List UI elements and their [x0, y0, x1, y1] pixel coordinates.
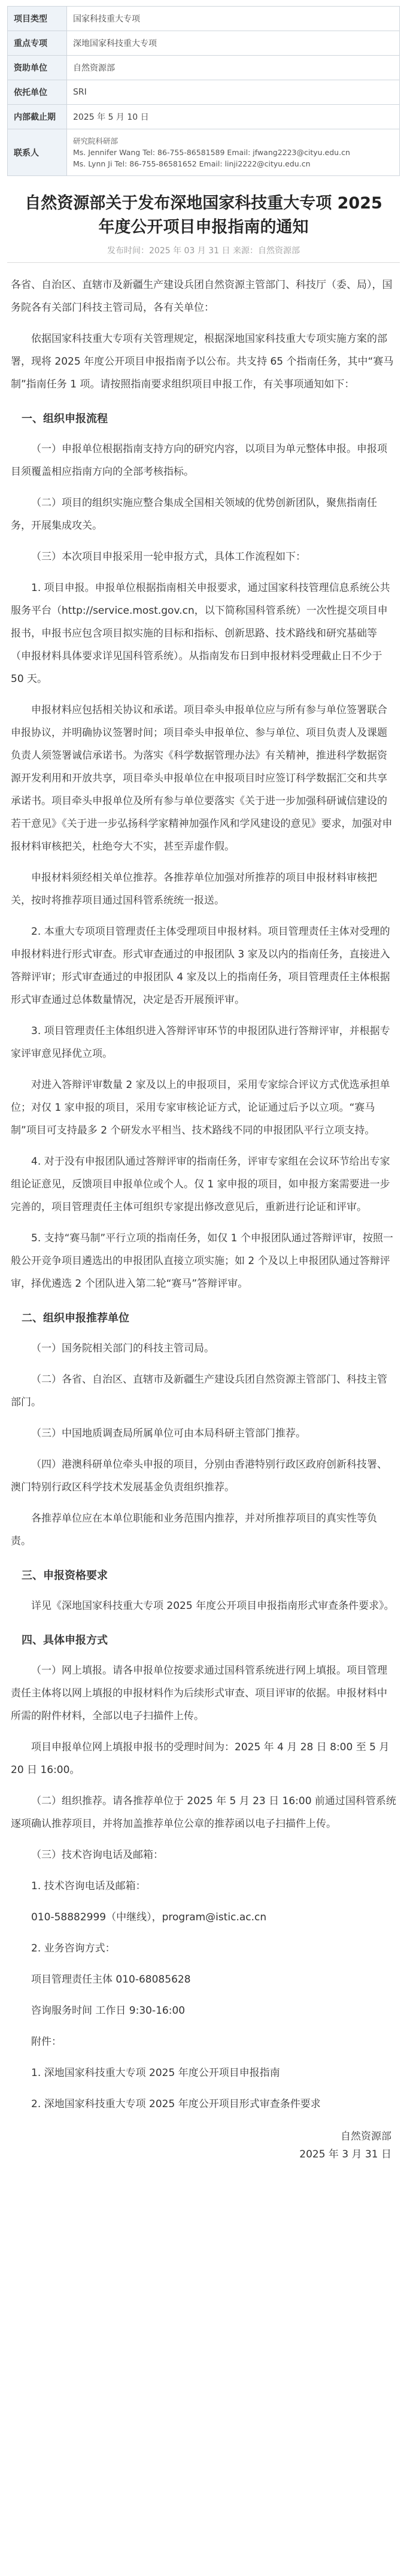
contact-phone: 项目管理责任主体 010-68085628 — [31, 1974, 191, 1986]
info-row-contact — [8, 129, 400, 176]
signature-date: 2025 年 3 月 31 日 — [299, 2148, 391, 2160]
project-info-table — [7, 6, 400, 176]
section-heading: 四、具体申报方式 — [22, 1634, 108, 1647]
info-value: 深地国家科技重大专项 — [67, 31, 400, 56]
paragraph: （一）国务院相关部门的科技主管司局。 — [31, 1342, 214, 1354]
paragraph: （四）港澳科研单位牵头申报的项目，分别由香港特别行政区政府创新科技署、澳门特别行政区科学技术发展基金负责组织推荐。 — [11, 1459, 387, 1493]
paragraph: （二）项目的组织实施应整合集成全国相关领域的优势创新团队，聚焦指南任务，开展集成攻关。 — [11, 497, 377, 532]
article-body — [7, 274, 400, 2163]
attachments-label: 附件： — [31, 2036, 62, 2048]
contact-phone-email: 010-58882999（中继线），program@istic.ac.cn — [31, 1911, 267, 1923]
paragraph: （一）申报单位根据指南支持方向的研究内容，以项目为单元整体申报。申报项目须覆盖相应指南方向的全部考核指标。 — [11, 443, 387, 478]
section-heading: 三、申报资格要求 — [22, 1569, 108, 1582]
info-row-program — [8, 31, 400, 56]
signature-org: 自然资源部 — [341, 2130, 391, 2142]
paragraph: （二）各省、自治区、直辖市及新疆生产建设兵团自然资源主管部门、科技主管部门。 — [11, 1374, 387, 1408]
paragraph: 各推荐单位应在本单位职能和业务范围内推荐，并对所推荐项目的真实性等负责。 — [11, 1513, 377, 1547]
paragraph: 5. 支持“赛马制”平行立项的指南任务，如仅 1 个申报团队通过答辩评审，按照一般公开竞争项目遴选出的申报团队直接立项实施；如 2 个及以上申报团队通过答辩评审，择优遴选 2 个团队进入第二轮“赛马”答辩评审。 — [11, 1232, 393, 1290]
paragraph: 3. 项目管理责任主体组织进入答辩评审环节的申报团队进行答辩评审，并根据专家评审意见择优立项。 — [11, 1025, 390, 1060]
info-key: 资助单位 — [8, 56, 67, 80]
attachment-item: 1. 深地国家科技重大专项 2025 年度公开项目申报指南 — [31, 2067, 280, 2079]
divider — [7, 262, 400, 263]
paragraph: （一）网上填报。请各申报单位按要求通过国科管系统进行网上填报。项目管理责任主体将以网上填报的申报材料作为后续形式审查、项目评审的依据。申报材料中所需的附件材料，全部以电子扫描件上传。 — [11, 1665, 387, 1722]
info-key: 内部截止期 — [8, 105, 67, 129]
article-title: 自然资源部关于发布深地国家科技重大专项 2025 年度公开项目申报指南的通知 — [25, 194, 382, 237]
paragraph: （三）本次项目申报采用一轮申报方式，具体工作流程如下： — [31, 551, 306, 563]
info-value: 2025 年 5 月 10 日 — [67, 105, 400, 129]
intro-paragraph: 依据国家科技重大专项有关管理规定，根据深地国家科技重大专项实施方案的部署，现将 2025 年度公开项目申报指南予以公布。共支持 65 个指南任务，其中“赛马制”指南任务 1 项。请按照指南要求组织项目申报工作，有关事项通知如下： — [11, 333, 394, 390]
salutation: 各省、自治区、直辖市及新疆生产建设兵团自然资源主管部门、科技厅（委、局），国务院各有关部门科技主管司局，各有关单位： — [11, 279, 393, 314]
paragraph: （二）组织推荐。请各推荐单位于 2025 年 5 月 23 日 16:00 前通过国科管系统逐项确认推荐项目，并将加盖推荐单位公章的推荐函以电子扫描件上传。 — [11, 1795, 396, 1830]
info-key: 项目类型 — [8, 7, 67, 31]
info-row-host — [8, 80, 400, 105]
paragraph: 申报材料应包括相关协议和承诺。项目牵头申报单位应与所有参与单位签署联合申报协议，并明确协议签署时间；项目牵头申报单位、参与单位、项目负责人及课题负责人须签署诚信承诺书。为落实《科学数据管理办法》有关精神，推进科学数据资源开发利用和开放共享，项目牵头申报单位在申报项目时应签订科学数据汇交和共享承诺书。项目牵头申报单位及所有参与单位要落实《关于进一步加强科研诚信建设的若干意见》《关于进一步弘扬科学家精神加强作风和学风建设的意见》要求，加强对申报材料审核把关，杜绝夸大不实，甚至弄虚作假。 — [11, 704, 393, 853]
info-row-type — [8, 7, 400, 31]
paragraph: 2. 业务咨询方式： — [31, 1942, 116, 1954]
attachment-item: 2. 深地国家科技重大专项 2025 年度公开项目形式审查条件要求 — [31, 2098, 321, 2110]
info-key: 重点专项 — [8, 31, 67, 56]
info-value: 自然资源部 — [67, 56, 400, 80]
info-value: 国家科技重大专项 — [67, 7, 400, 31]
contact-person-1: Ms. Jennifer Wang Tel: 86-755-86581589 Email: jfwang2223@cityu.edu.cn — [73, 148, 350, 157]
paragraph: 1. 技术咨询电话及邮箱： — [31, 1880, 146, 1892]
service-hours: 咨询服务时间 工作日 9:30-16:00 — [31, 2005, 186, 2017]
paragraph: 4. 对于没有申报团队通过答辩评审的指南任务，评审专家组在会议环节给出专家组论证意见，反馈项目申报单位或个人。仅 1 家申报的项目，如申报方案需要进一步完善的，项目管理责任主体可组织专家提出修改意见后，重新进行论证和评审。 — [11, 1156, 390, 1213]
info-key: 依托单位 — [8, 80, 67, 105]
paragraph: 详见《深地国家科技重大专项 2025 年度公开项目申报指南形式审查条件要求》。 — [31, 1600, 394, 1612]
contact-org: 研究院科研部 — [73, 137, 119, 146]
info-value: SRI — [67, 80, 400, 105]
contact-cell — [67, 129, 400, 176]
paragraph: （三）技术咨询电话及邮箱： — [31, 1849, 163, 1861]
paragraph: 对进入答辩评审数量 2 家及以上的申报项目，采用专家综合评议方式优选承担单位；对仅 1 家申报的项目，采用专家审核论证方式，论证通过后予以立项。“赛马制”项目可支持最多 2 个研发水平相当、技术路线不同的申报团队平行立项支持。 — [11, 1079, 390, 1137]
signature-block — [11, 2128, 396, 2163]
section-heading: 二、组织申报推荐单位 — [22, 1312, 129, 1325]
article-byline: 发布时间：2025 年 03 月 31 日 来源：自然资源部 — [107, 246, 300, 256]
section-heading: 一、组织申报流程 — [22, 413, 108, 425]
info-row-funder — [8, 56, 400, 80]
paragraph: 申报材料须经相关单位推荐。各推荐单位加强对所推荐的项目申报材料审核把关，按时将推荐项目通过国科管系统统一报送。 — [11, 872, 377, 907]
paragraph: （三）中国地质调查局所属单位可由本局科研主管部门推荐。 — [31, 1428, 306, 1439]
paragraph: 1. 项目申报。申报单位根据指南相关申报要求，通过国家科技管理信息系统公共服务平台（http://service.most.gov.cn，以下简称国科管系统）一次性提交项目申报书，申报书应包含项目拟实施的目标和指标、创新思路、技术路线和研究基础等（申报材料具体要求详见国科管系统）。从指南发布日到申报材料受理截止日不少于 50 天。 — [11, 582, 390, 685]
contact-person-2: Ms. Lynn Ji Tel: 86-755-86581652 Email: linji2222@cityu.edu.cn — [73, 159, 311, 168]
paragraph: 项目申报单位网上填报申报书的受理时间为：2025 年 4 月 28 日 8:00 至 5 月 20 日 16:00。 — [11, 1741, 390, 1776]
info-key: 联系人 — [8, 129, 67, 176]
info-row-deadline — [8, 105, 400, 129]
paragraph: 2. 本重大专项项目管理责任主体受理项目申报材料。项目管理责任主体对受理的申报材料进行形式审查。形式审查通过的申报团队 3 家及以内的指南任务，直接进入答辩评审；形式审查通过的申报团队 4 家及以上的指南任务，项目管理责任主体根据形式审查通过总体数量情况，决定是否开展预评审。 — [11, 926, 390, 1006]
